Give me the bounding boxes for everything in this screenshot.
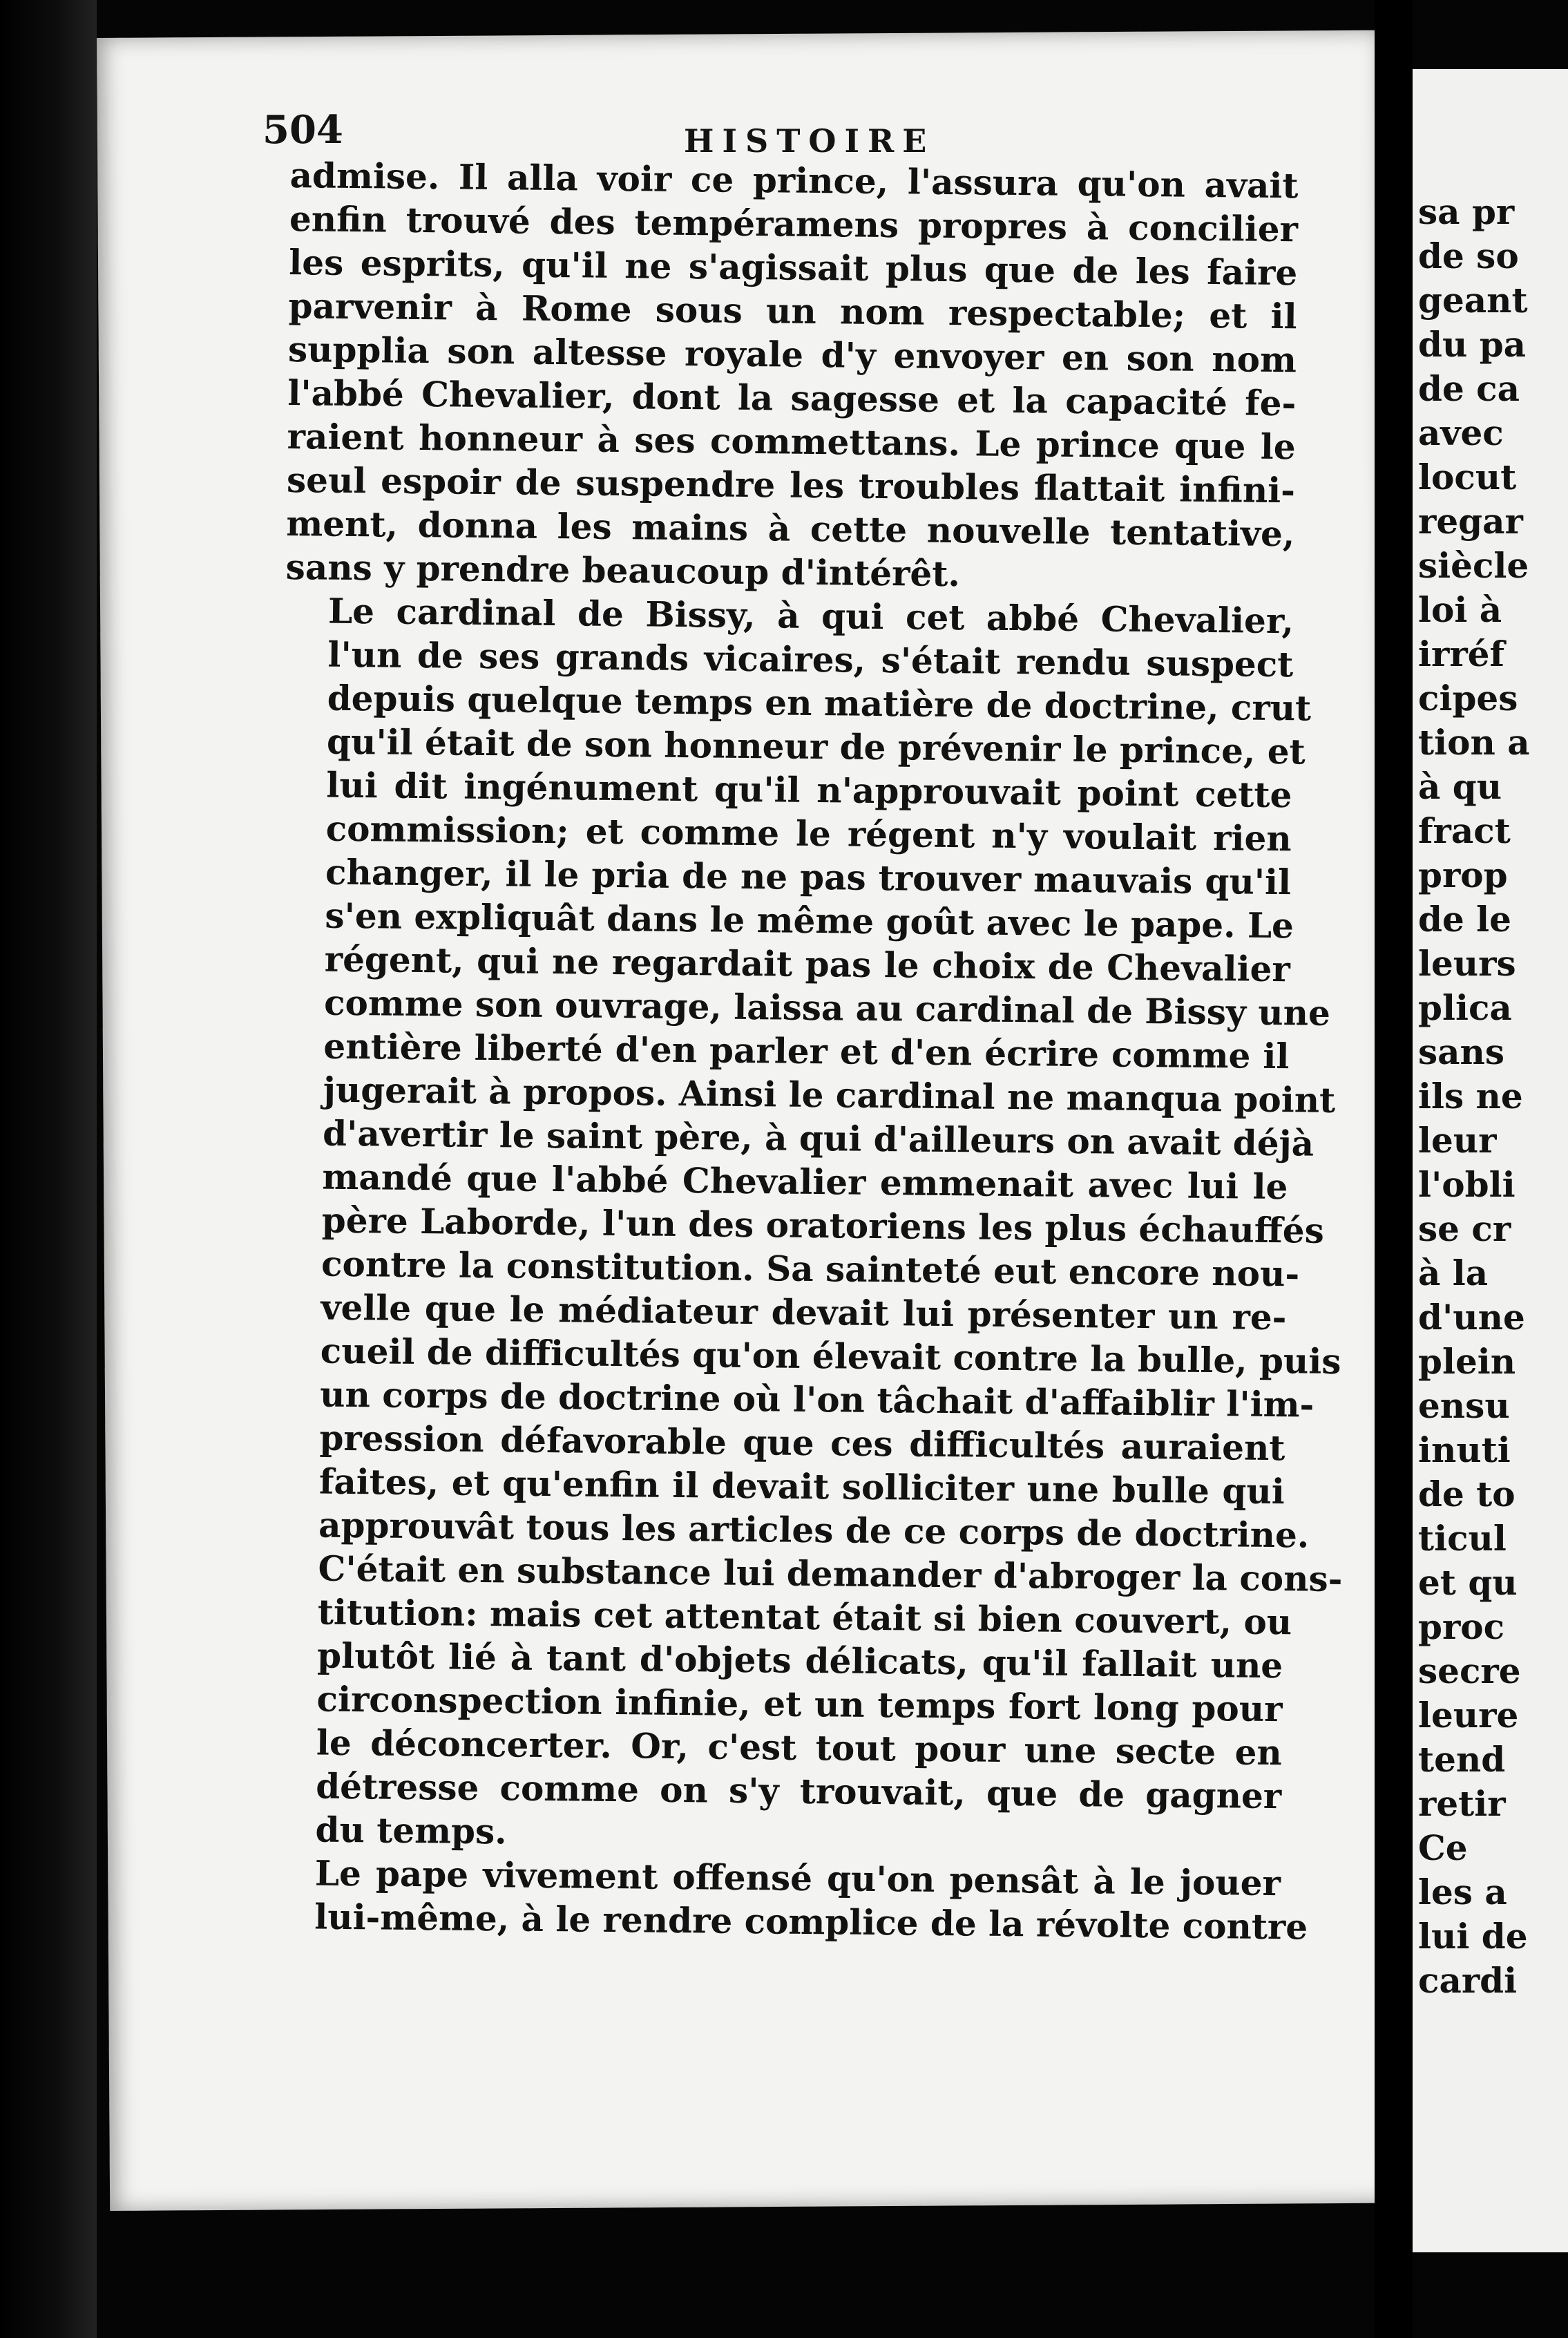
next-page-line: lui de bbox=[1418, 1916, 1528, 1957]
next-page-line: fract bbox=[1418, 810, 1511, 851]
next-page-line: les a bbox=[1418, 1872, 1507, 1912]
text-line: cueil de difficultés qu'on élevait contre la bulle, puis bbox=[320, 1330, 1341, 1382]
next-page-line: irréf bbox=[1418, 634, 1504, 674]
text-line: entière liberté d'en parler et d'en écrire comme il bbox=[323, 1025, 1290, 1077]
next-page-line: proc bbox=[1418, 1606, 1505, 1647]
text-line: contre la constitution. Sa sainteté eut encore nou- bbox=[321, 1243, 1300, 1295]
next-page-line: ensu bbox=[1418, 1385, 1510, 1426]
text-line: raient honneur à ses commettans. Le prince que le bbox=[287, 415, 1296, 468]
next-page-line: plein bbox=[1418, 1341, 1516, 1382]
text-line: faites, et qu'enfin il devait solliciter une bulle qui bbox=[318, 1461, 1285, 1512]
next-page-line: tion a bbox=[1418, 722, 1530, 763]
text-line: détresse comme on s'y trouvait, que de gagner bbox=[315, 1765, 1282, 1817]
next-page-line: sans bbox=[1418, 1032, 1505, 1072]
next-page-line: ticul bbox=[1418, 1518, 1507, 1559]
text-line: jugerait à propos. Ainsi le cardinal ne manqua point bbox=[323, 1069, 1336, 1121]
next-page-line: retir bbox=[1418, 1783, 1506, 1824]
next-page-line: à la bbox=[1418, 1253, 1489, 1293]
next-page-line: Ce bbox=[1418, 1827, 1468, 1868]
next-page-line: siècle bbox=[1418, 545, 1529, 586]
text-line: un corps de doctrine où l'on tâchait d'affaiblir l'im- bbox=[319, 1374, 1314, 1425]
running-title: HISTOIRE bbox=[684, 122, 935, 160]
next-page-line: l'obli bbox=[1418, 1164, 1516, 1205]
text-line: C'était en substance lui demander d'abroger la cons- bbox=[318, 1548, 1343, 1600]
text-line: seul espoir de suspendre les troubles flattait infini- bbox=[286, 459, 1296, 511]
next-page-text bbox=[1418, 190, 1568, 2003]
text-line: mandé que l'abbé Chevalier emmenait avec lui le bbox=[322, 1156, 1288, 1208]
text-line: ment, donna les mains à cette nouvelle tentative, bbox=[286, 502, 1295, 555]
text-line: supplia son altesse royale d'y envoyer en son nom bbox=[287, 328, 1297, 381]
next-page-line: leurs bbox=[1418, 943, 1516, 984]
next-page-line: prop bbox=[1418, 855, 1508, 895]
text-line: titution: mais cet attentat était si bien couvert, ou bbox=[317, 1591, 1292, 1643]
text-line: circonspection infinie, et un temps fort long pour bbox=[316, 1678, 1283, 1730]
next-page-line: de to bbox=[1418, 1474, 1516, 1514]
text-line: les esprits, qu'il ne s'agissait plus que de les faire bbox=[289, 241, 1298, 294]
next-page-line: du pa bbox=[1418, 324, 1527, 365]
next-page-line: regar bbox=[1418, 501, 1523, 542]
scan-left-edge bbox=[0, 0, 97, 2338]
next-page-line: leure bbox=[1418, 1695, 1519, 1736]
text-line: s'en expliquât dans le même goût avec le pape. Le bbox=[325, 895, 1294, 947]
next-page-line: locut bbox=[1418, 457, 1517, 497]
paragraph bbox=[271, 1851, 1308, 1948]
text-line: l'un de ses grands vicaires, s'était rendu suspect bbox=[327, 634, 1294, 685]
text-line: père Laborde, l'un des oratoriens les plus échauffés bbox=[321, 1199, 1325, 1251]
text-line: le déconcerter. Or, c'est tout pour une secte en bbox=[316, 1722, 1283, 1774]
text-line: sans y prendre beaucoup d'intérêt. bbox=[285, 546, 961, 595]
text-line: velle que le médiateur devait lui présenter un re- bbox=[321, 1286, 1287, 1338]
page-header bbox=[262, 73, 1312, 160]
next-page-line: se cr bbox=[1418, 1208, 1511, 1249]
next-page-line: ils ne bbox=[1418, 1076, 1523, 1116]
text-line: pression défavorable que ces difficultés auraient bbox=[319, 1417, 1285, 1469]
text-line: depuis quelque temps en matière de doctrine, crut bbox=[327, 677, 1312, 729]
text-line: lui dit ingénument qu'il n'approuvait point cette bbox=[326, 764, 1292, 816]
next-page-line: plica bbox=[1418, 987, 1512, 1028]
next-page-line: cipes bbox=[1418, 678, 1518, 719]
next-page-line: de so bbox=[1418, 236, 1519, 276]
next-page-line: cardi bbox=[1418, 1960, 1518, 2001]
book-gutter bbox=[1375, 0, 1413, 2338]
text-line: admise. Il alla voir ce prince, l'assura qu'on avait bbox=[289, 154, 1299, 207]
next-page-line: et qu bbox=[1418, 1562, 1518, 1603]
text-line: qu'il était de son honneur de prévenir le prince, et bbox=[326, 721, 1306, 772]
paragraph bbox=[285, 153, 1299, 599]
next-page-line: inuti bbox=[1418, 1429, 1511, 1470]
next-page-line: loi à bbox=[1418, 589, 1502, 630]
text-line: enfin trouvé des tempéramens propres à concilier bbox=[289, 198, 1299, 250]
next-page-line: leur bbox=[1418, 1120, 1497, 1161]
next-page-line: tend bbox=[1418, 1739, 1506, 1780]
text-line: du temps. bbox=[315, 1809, 507, 1852]
next-page-line: avec bbox=[1418, 412, 1504, 453]
text-line: parvenir à Rome sous un nom respectable; et il bbox=[288, 285, 1297, 337]
text-line: d'avertir le saint père, à qui d'ailleurs on avait déjà bbox=[322, 1112, 1314, 1164]
next-page-line: geant bbox=[1418, 280, 1528, 321]
text-line: l'abbé Chevalier, dont la sagesse et la capacité fe- bbox=[287, 372, 1297, 424]
text-line: changer, il le pria de ne pas trouver mauvais qu'il bbox=[325, 851, 1292, 903]
text-line: plutôt lié à tant d'objets délicats, qu'il fallait une bbox=[316, 1635, 1283, 1686]
text-line: comme son ouvrage, laissa au cardinal de Bissy une bbox=[323, 982, 1331, 1034]
text-line: approuvât tous les articles de ce corps de doctrine. bbox=[318, 1504, 1310, 1556]
text-line: lui-même, à le rendre complice de la révolte contre bbox=[314, 1896, 1308, 1948]
text-line: Le pape vivement offensé qu'on pensât à le jouer bbox=[314, 1852, 1281, 1904]
next-page-line: à qu bbox=[1418, 766, 1502, 807]
next-page-line: de ca bbox=[1418, 368, 1520, 409]
text-line: Le cardinal de Bissy, à qui cet abbé Chevalier, bbox=[327, 590, 1294, 642]
paragraph bbox=[272, 589, 1343, 1861]
text-line: régent, qui ne regardait pas le choix de Chevalier bbox=[324, 938, 1291, 990]
body-text bbox=[271, 153, 1343, 1948]
next-page-line: d'une bbox=[1418, 1297, 1525, 1338]
book-page-right-fragment bbox=[1413, 69, 1568, 2252]
next-page-line: sa pr bbox=[1418, 191, 1515, 232]
text-line: commission; et comme le régent n'y voulait rien bbox=[325, 808, 1292, 859]
next-page-line: secre bbox=[1418, 1651, 1521, 1691]
next-page-line: de le bbox=[1418, 899, 1511, 940]
page-number: 504 bbox=[262, 107, 343, 153]
